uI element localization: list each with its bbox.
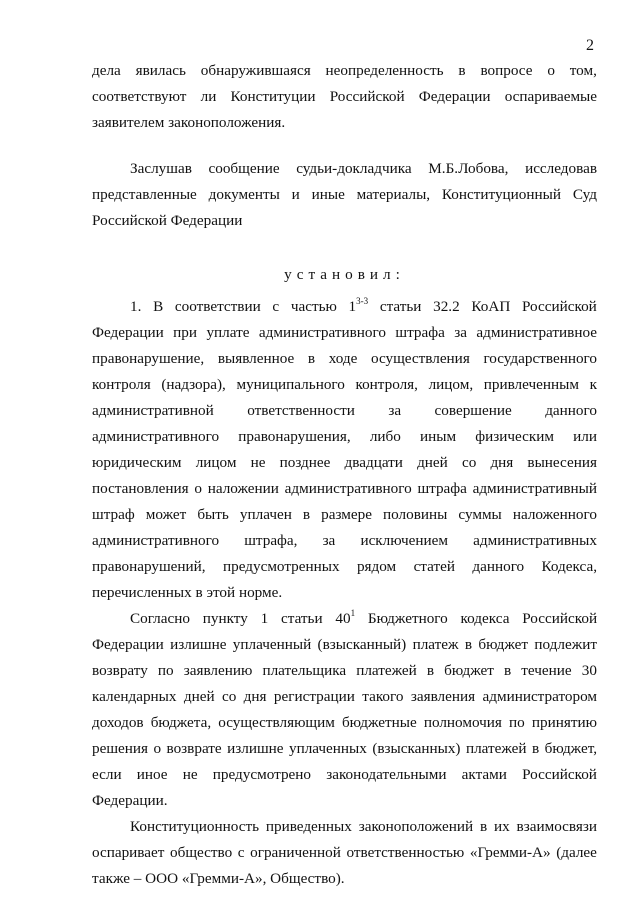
word: возврате — [166, 740, 222, 757]
word: контроля — [92, 376, 151, 393]
word: осуществления — [370, 350, 470, 367]
word: в — [532, 740, 540, 757]
word: 30 — [581, 662, 597, 679]
word: о — [194, 480, 202, 497]
word: уплаченный — [232, 636, 312, 653]
word: возврату — [92, 662, 148, 679]
word: административного — [284, 480, 412, 497]
section-heading: установил: — [284, 266, 405, 283]
word: регистрации — [273, 688, 355, 705]
word: неопределенность — [325, 62, 444, 79]
word: к — [589, 376, 597, 393]
word: дней — [183, 688, 215, 705]
word: платежей — [356, 662, 417, 679]
text-line — [92, 788, 597, 814]
word: либо — [369, 428, 401, 445]
text-line — [92, 736, 597, 762]
word: административного — [258, 324, 386, 341]
word: позднее — [279, 454, 331, 471]
word: доходов — [92, 714, 144, 731]
text-line — [92, 320, 597, 346]
word: законоположений — [358, 818, 474, 835]
word: общество — [170, 844, 233, 861]
word: оспариваемые — [504, 88, 597, 105]
word: административной — [92, 402, 214, 419]
word: перечисленных в этой норме. — [92, 584, 283, 601]
word: Конституционность — [130, 818, 260, 835]
paragraph-2-first-line — [92, 606, 597, 632]
word: М.Б.Лобова, — [428, 160, 509, 177]
paragraph-2-lead: Согласно пункту 1 статьи $40^1$ Бюджетного кодекса Российской — [130, 608, 598, 627]
word: календарных — [92, 688, 177, 705]
word: принятию — [531, 714, 597, 731]
word: Суд — [572, 186, 597, 203]
word: может — [145, 506, 187, 523]
word: «Гремми-А» — [469, 844, 551, 861]
word: Российской Федерации — [92, 212, 243, 229]
word: за — [322, 532, 336, 549]
word: юридическим — [92, 454, 182, 471]
text-line — [92, 502, 597, 528]
word: в — [464, 636, 473, 653]
word: актами — [461, 766, 507, 783]
word: судьи-докладчика — [296, 160, 412, 177]
word: административное — [476, 324, 597, 341]
word: исключением — [360, 532, 449, 549]
word: иные — [311, 186, 345, 203]
word: течение — [521, 662, 572, 679]
word: сообщение — [208, 160, 280, 177]
word: уплачен — [239, 506, 292, 523]
word: Федерации — [92, 636, 164, 653]
word: дня — [243, 688, 267, 705]
word: лицом — [195, 454, 237, 471]
word: дела — [92, 62, 121, 79]
word: излишне — [227, 740, 284, 757]
word: и — [291, 186, 300, 203]
text-line — [92, 528, 597, 554]
word: бюджет — [478, 636, 529, 653]
word: бюджет — [444, 662, 494, 679]
word: платежей — [465, 740, 527, 757]
word: по — [157, 662, 174, 679]
word: (взысканных) — [372, 740, 461, 757]
word: муниципального — [236, 376, 345, 393]
text-line — [92, 398, 597, 424]
word: администратором — [482, 688, 597, 705]
word: физическим — [475, 428, 554, 445]
word: заявления — [410, 688, 476, 705]
text-line — [92, 684, 597, 710]
text-line — [92, 580, 597, 606]
word: суммы — [458, 506, 502, 523]
word: плательщика — [262, 662, 347, 679]
word: такого — [362, 688, 404, 705]
word: в — [307, 350, 316, 367]
word: половины — [383, 506, 448, 523]
word: материалы, — [356, 186, 431, 203]
word: соответствуют — [92, 88, 187, 105]
word: государственного — [483, 350, 597, 367]
word: осуществляющим — [218, 714, 335, 731]
word: штраф — [92, 506, 135, 523]
word: решения — [92, 740, 149, 757]
text-line — [92, 84, 597, 110]
word: документы — [208, 186, 280, 203]
word: штрафа, — [244, 532, 298, 549]
word: предусмотренных — [223, 558, 340, 575]
word: Федерации — [92, 324, 164, 341]
word: двадцати — [344, 454, 403, 471]
text-line — [92, 840, 597, 866]
word: административного — [92, 428, 220, 445]
word: иное — [136, 766, 168, 783]
document-body — [92, 58, 597, 892]
word: представленные — [92, 186, 197, 203]
word: обнаружившаяся — [200, 62, 311, 79]
word: ходе — [328, 350, 358, 367]
word: дня — [490, 454, 514, 471]
word: Кодекса, — [541, 558, 597, 575]
text-line — [92, 182, 597, 208]
text-line — [92, 110, 597, 136]
word: постановления — [92, 480, 189, 497]
word: наложении — [207, 480, 279, 497]
word: административных — [473, 532, 597, 549]
word: в — [503, 662, 512, 679]
text-line — [92, 372, 597, 398]
word: бюджетные — [341, 714, 417, 731]
word: бюджета, — [150, 714, 212, 731]
word: заявителем законоположения. — [92, 114, 286, 131]
word: о — [547, 62, 555, 79]
intro-paragraph — [92, 58, 597, 136]
word: Конституции — [230, 88, 316, 105]
word: (далее — [556, 844, 597, 861]
text-line — [92, 476, 597, 502]
word: Заслушав — [130, 160, 192, 177]
page-number: 2 — [586, 37, 594, 54]
word: административного — [92, 532, 220, 549]
word: платеж — [412, 636, 459, 653]
word: со — [221, 688, 237, 705]
word: уплаченных — [288, 740, 367, 757]
text-line — [92, 346, 597, 372]
word: оспаривает — [92, 844, 165, 861]
word: совершение — [434, 402, 512, 419]
word: штрафа — [395, 324, 445, 341]
word: том, — [569, 62, 597, 79]
word: ответственности — [247, 402, 355, 419]
word: ограниченной — [250, 844, 341, 861]
word: при — [173, 324, 198, 341]
word: вопросе — [480, 62, 533, 79]
text-line — [92, 156, 597, 182]
word: дней — [417, 454, 448, 471]
part-superscript: 3-3 — [356, 296, 369, 306]
word: их — [493, 818, 510, 835]
word: штрафа — [417, 480, 467, 497]
text-line — [92, 424, 597, 450]
word: вынесения — [527, 454, 597, 471]
text-line — [92, 554, 597, 580]
word: бюджет, — [544, 740, 597, 757]
word: ответственностью — [346, 844, 465, 861]
word: иным — [420, 428, 457, 445]
word: (взысканный) — [317, 636, 407, 653]
word: выявленное — [217, 350, 295, 367]
word: законодательными — [326, 766, 447, 783]
text-line — [92, 450, 597, 476]
text-line — [92, 762, 597, 788]
word: в — [458, 62, 466, 79]
word: привлеченным — [483, 376, 579, 393]
paragraph-1-lead: 1. В соответствии с частью 1$^{3-3}$ статьи 32.2 КоАП Российской — [130, 296, 597, 315]
word: наложенного — [512, 506, 597, 523]
word: или — [573, 428, 597, 445]
word: в — [302, 506, 311, 523]
text-line — [92, 866, 597, 892]
word: приведенных — [265, 818, 352, 835]
word: данного — [545, 402, 597, 419]
word: Федерации — [418, 88, 491, 105]
word: если — [92, 766, 122, 783]
word: в — [426, 662, 435, 679]
paragraph-1-first-line — [92, 294, 597, 320]
word: данного — [472, 558, 525, 575]
word: за — [454, 324, 467, 341]
word: быть — [197, 506, 229, 523]
word: статей — [413, 558, 455, 575]
word: о — [153, 740, 162, 757]
word: полномочия — [423, 714, 502, 731]
word: с — [237, 844, 245, 861]
word: излишне — [170, 636, 227, 653]
word: заявлению — [183, 662, 253, 679]
word: административный — [472, 480, 597, 497]
word: не — [250, 454, 266, 471]
word: правонарушений, — [92, 558, 206, 575]
word: в — [479, 818, 488, 835]
word: также – ООО «Гремми-А», Общество). — [92, 870, 345, 887]
word: предусмотрено — [212, 766, 312, 783]
word: взаимосвязи — [516, 818, 597, 835]
paragraph-2 — [92, 606, 597, 814]
word: Федерации. — [92, 792, 168, 809]
word: явилась — [135, 62, 186, 79]
word: не — [182, 766, 198, 783]
word: уплате — [206, 324, 250, 341]
paragraph-1 — [92, 294, 597, 606]
word: рядом — [356, 558, 397, 575]
text-line — [92, 658, 597, 684]
heard-paragraph — [92, 156, 597, 234]
text-line — [92, 632, 597, 658]
word: по — [509, 714, 525, 731]
article-superscript: 1 — [350, 608, 356, 618]
word: лицом, — [428, 376, 474, 393]
word: контроля, — [355, 376, 418, 393]
word: правонарушение, — [92, 350, 205, 367]
text-line — [92, 58, 597, 84]
word: правонарушения, — [238, 428, 351, 445]
text-line — [92, 710, 597, 736]
word: Конституционный — [441, 186, 561, 203]
word: за — [388, 402, 402, 419]
word: со — [461, 454, 477, 471]
text-line — [92, 814, 597, 840]
paragraph-3 — [92, 814, 597, 892]
word: (надзора), — [161, 376, 226, 393]
text-line — [92, 208, 597, 234]
word: подлежит — [534, 636, 597, 653]
word: размере — [321, 506, 372, 523]
word: исследовав — [525, 160, 597, 177]
word: ли — [200, 88, 217, 105]
word: Российской — [522, 766, 597, 783]
word: Российской — [329, 88, 405, 105]
